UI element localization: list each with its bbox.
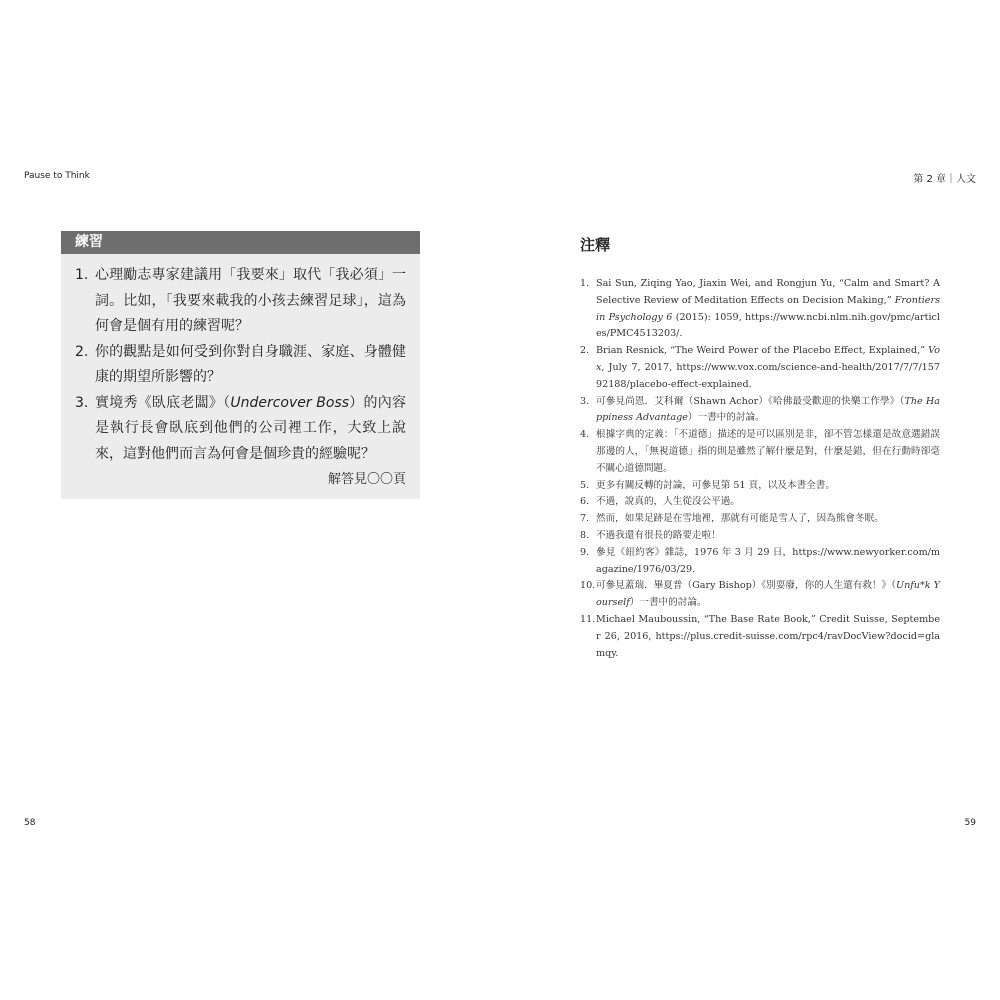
- page-number-right: 59: [964, 818, 976, 828]
- note-text: [596, 343, 940, 393]
- note-text-pre: 參見《紐約客》雜誌，1976 年 3 月 29 日，https://www.newyorker.com/magazine/1976/03/29.: [596, 546, 940, 575]
- note-item: [580, 612, 940, 662]
- exercise-text: 你的觀點是如何受到你對自身職涯、家庭、身體健康的期望所影響的？: [95, 343, 406, 385]
- note-text-pre: 然而，如果足跡是在雪地裡，那就有可能是雪人了，因為熊會冬眠。: [596, 513, 884, 525]
- exercise-text: [95, 391, 406, 468]
- note-text: [596, 578, 940, 612]
- note-number: 9.: [580, 546, 590, 558]
- note-text: [596, 545, 940, 579]
- note-text-pre: 不過我還有很長的路要走啦！: [596, 529, 721, 541]
- note-text: [596, 528, 940, 545]
- note-number: 4.: [580, 429, 590, 441]
- notes-list: [580, 276, 940, 662]
- note-text: [596, 494, 940, 511]
- note-text-pre: 根據字典的定義：「不道德」描述的是可以區別是非，卻不管怎樣還是故意選錯誤那邊的人，「無視道德」指的則是雖然了解什麼是對，什麼是錯，但在行動時卻毫不關心道德問題。: [596, 429, 940, 474]
- note-number: 1.: [580, 278, 590, 289]
- note-text-post: ）一書中的討論。: [629, 597, 707, 609]
- exercise-number: 3.: [75, 394, 89, 411]
- note-number: 5.: [580, 479, 590, 491]
- notes-title: 注釋: [580, 236, 611, 254]
- note-item: [580, 478, 940, 495]
- note-text-post: ）一書中的討論。: [687, 412, 765, 424]
- show-title: Undercover Boss: [230, 394, 350, 411]
- note-text-pre: Brian Resnick, “The Weird Power of the Placebo Effect, Explained,”: [596, 345, 929, 357]
- note-item: [580, 276, 940, 343]
- exercise-title: 練習: [61, 231, 420, 254]
- note-item: [580, 511, 940, 528]
- note-text: [596, 427, 940, 477]
- exercise-item: [75, 340, 406, 391]
- exercise-number: 1.: [75, 267, 89, 283]
- note-number: 10.: [580, 580, 596, 592]
- note-italic-title: Vox: [596, 345, 940, 373]
- note-item: [580, 394, 940, 428]
- running-header-left: Pause to Think: [24, 171, 90, 181]
- note-text: [596, 511, 940, 528]
- note-text: [596, 394, 940, 428]
- note-italic-title: Frontiers in Psychology 6: [596, 294, 940, 323]
- exercise-box: [61, 231, 420, 499]
- note-text-pre: 更多有關反轉的討論，可參見第 51 頁，以及本書全書。: [596, 479, 835, 491]
- note-italic-title: Unfu*k Yourself: [596, 580, 940, 609]
- note-item: [580, 545, 940, 579]
- note-text: [596, 612, 940, 662]
- note-number: 8.: [580, 529, 590, 541]
- exercise-text-pre: 實境秀《臥底老闆》（: [95, 394, 231, 411]
- note-text-post: , July 7, 2017, https://www.vox.com/science-and-health/2017/7/7/15792188/placebo-effect-explained.: [596, 361, 940, 390]
- note-number: 11.: [580, 613, 596, 625]
- note-text-post: (2015): 1059, https://www.ncbi.nlm.nih.gov/pmc/articles/PMC4513203/.: [596, 311, 940, 340]
- note-item: [580, 427, 940, 477]
- note-text-pre: 可參見蓋瑞．畢夏普（Gary Bishop）《別耍廢，你的人生還有救！》（: [596, 580, 896, 592]
- note-item: [580, 528, 940, 545]
- note-item: [580, 578, 940, 612]
- running-header-right: 第 2 章｜人文: [913, 174, 976, 185]
- note-text: [596, 276, 940, 343]
- page-number-left: 58: [24, 818, 36, 828]
- note-number: 6.: [580, 496, 590, 508]
- note-number: 7.: [580, 513, 590, 525]
- note-text-pre: Michael Mauboussin, “The Base Rate Book,” Credit Suisse, September 26, 2016, https://plus.credit-suisse.com/rpc4/ravDocView?docid=glamqy.: [596, 613, 940, 659]
- exercise-text-post: ）的內容是執行長會臥底到他們的公司裡工作，大致上說來，這對他們而言為何會是個珍貴的經驗呢？: [95, 394, 406, 462]
- note-text-pre: 可參見尚恩．艾科爾（Shawn Achor）《哈佛最受歡迎的快樂工作學》（: [596, 395, 905, 407]
- exercise-list: [61, 254, 420, 467]
- exercise-number: 2.: [75, 343, 89, 360]
- note-item: [580, 494, 940, 511]
- note-text-pre: 不過，說真的，人生從沒公平過。: [596, 496, 740, 508]
- note-italic-title: The Happiness Advantage: [596, 395, 940, 424]
- note-number: 2.: [580, 345, 590, 357]
- exercise-text: 心理勵志專家建議用「我要來」取代「我必須」一詞。比如，「我要來載我的小孩去練習足球」，這為何會是個有用的練習呢？: [95, 267, 406, 334]
- note-item: [580, 343, 940, 393]
- note-number: 3.: [580, 395, 590, 407]
- exercise-item: [75, 391, 406, 468]
- exercise-item: [75, 263, 406, 340]
- answer-reference: 解答見〇〇頁: [327, 472, 406, 487]
- note-text-pre: Sai Sun, Ziqing Yao, Jiaxin Wei, and Rongjun Yu, “Calm and Smart? A Selective Review of Meditation Effects on Decision Making,”: [596, 278, 940, 306]
- note-text: [596, 478, 940, 495]
